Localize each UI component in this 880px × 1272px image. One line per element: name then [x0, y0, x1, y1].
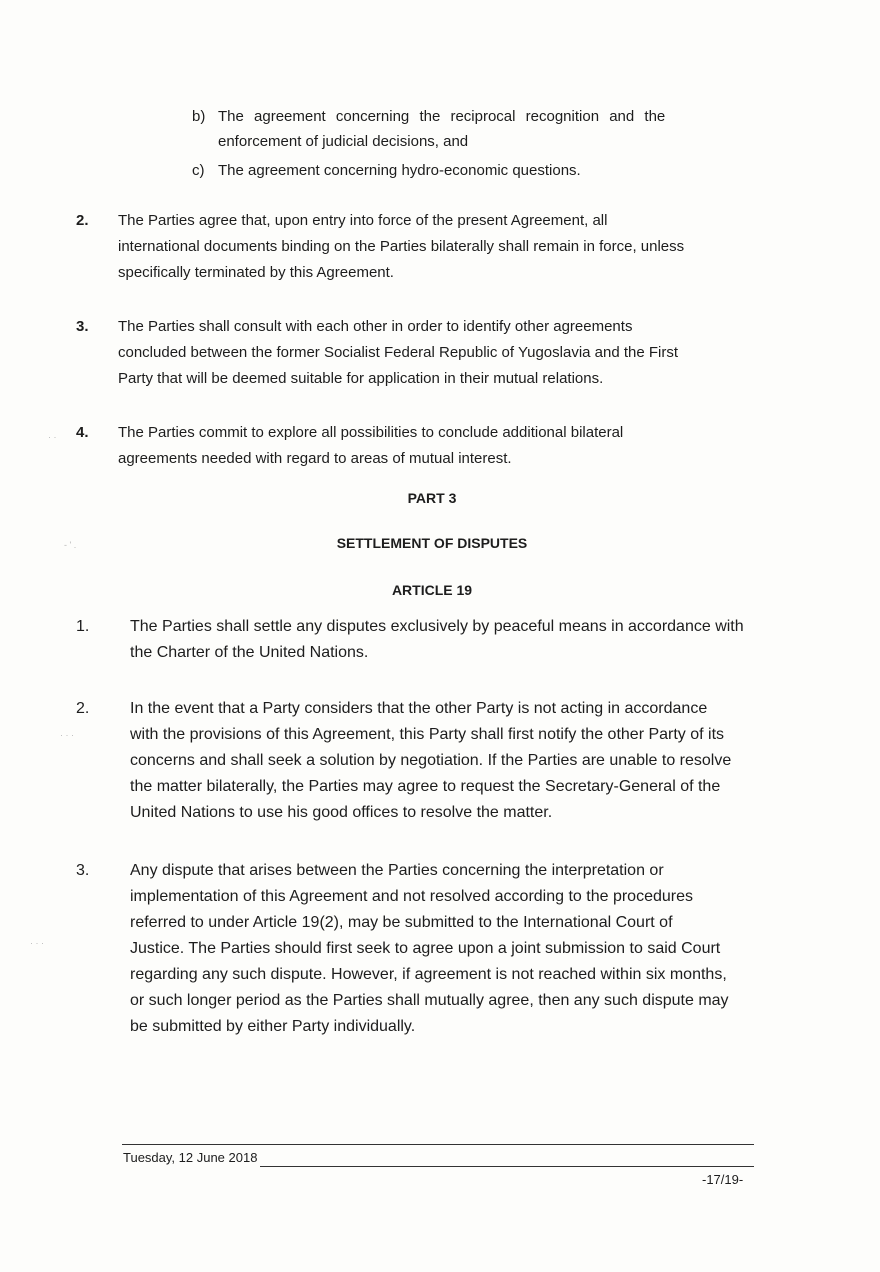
list-item-b [192, 104, 792, 154]
paragraph-number: 3. [76, 862, 90, 879]
paragraph-3 [76, 314, 796, 394]
paragraph-2 [76, 208, 796, 288]
paragraph-number: 2. [76, 700, 90, 717]
paragraph-body: Any dispute that arises between the Parties concerning the interpretation or implementation of this Agreement and not resolved according to the procedures referred to under Article 19(2), may be submitted to the International Court of Justice. The Parties should first seek to agree upon a joint submission to said Court regarding any such dispute. However, if agreement is not reached within six months, or such longer period as the Parties shall mutually agree, then any such dispute may be submitted by either Party individually. [130, 862, 729, 1035]
paragraph-number: 2. [76, 212, 89, 229]
scan-speck: · · · [30, 938, 44, 948]
list-item-text: The agreement concerning hydro-economic questions. [218, 162, 581, 179]
list-item-text: The agreement concerning the reciprocal recognition and the enforcement of judicial decisions, and [218, 108, 666, 150]
article-paragraph-1 [76, 614, 806, 668]
section-heading: SETTLEMENT OF DISPUTES [336, 535, 528, 551]
paragraph-body: The Parties commit to explore all possibilities to conclude additional bilateral agreements needed with regard to areas of mutual interest. [118, 424, 624, 467]
paragraph-number: 3. [76, 318, 89, 335]
list-item-c [192, 158, 792, 184]
article-paragraph-3 [76, 858, 806, 1044]
paragraph-number: 1. [76, 618, 90, 635]
scan-speck: · · · [60, 730, 74, 740]
scan-speck: · · [48, 432, 57, 442]
article-heading: ARTICLE 19 [391, 582, 473, 598]
page-number: -17/19- [702, 1172, 744, 1187]
list-marker: b) [192, 108, 206, 125]
scan-speck: - ' . [64, 540, 77, 550]
part-heading: PART 3 [407, 490, 457, 506]
footer-date: Tuesday, 12 June 2018 [123, 1150, 258, 1165]
footer-rule-bottom [260, 1166, 754, 1167]
paragraph-body: The Parties shall settle any disputes exclusively by peaceful means in accordance with the Charter of the United Nations. [130, 618, 744, 661]
paragraph-number: 4. [76, 424, 89, 441]
article-paragraph-2 [76, 696, 806, 828]
paragraph-body: In the event that a Party considers that the other Party is not acting in accordance with the provisions of this Agreement, this Party shall first notify the other Party of its concerns and shall seek a solution by negotiation. If the Parties are unable to resolve the matter bilaterally, the Parties may agree to request the Secretary-General of the United Nations to use his good offices to resolve the matter. [130, 700, 732, 821]
paragraph-body: The Parties agree that, upon entry into force of the present Agreement, all international documents binding on the Parties bilaterally shall remain in force, unless specifically terminated by this Agreement. [118, 212, 685, 281]
list-marker: c) [192, 162, 205, 179]
paragraph-body: The Parties shall consult with each other in order to identify other agreements concluded between the former Socialist Federal Republic of Yugoslavia and the First Party that will be deemed suitable for application in their mutual relations. [118, 318, 679, 387]
paragraph-4 [76, 420, 796, 474]
footer-rule-top [122, 1144, 754, 1145]
